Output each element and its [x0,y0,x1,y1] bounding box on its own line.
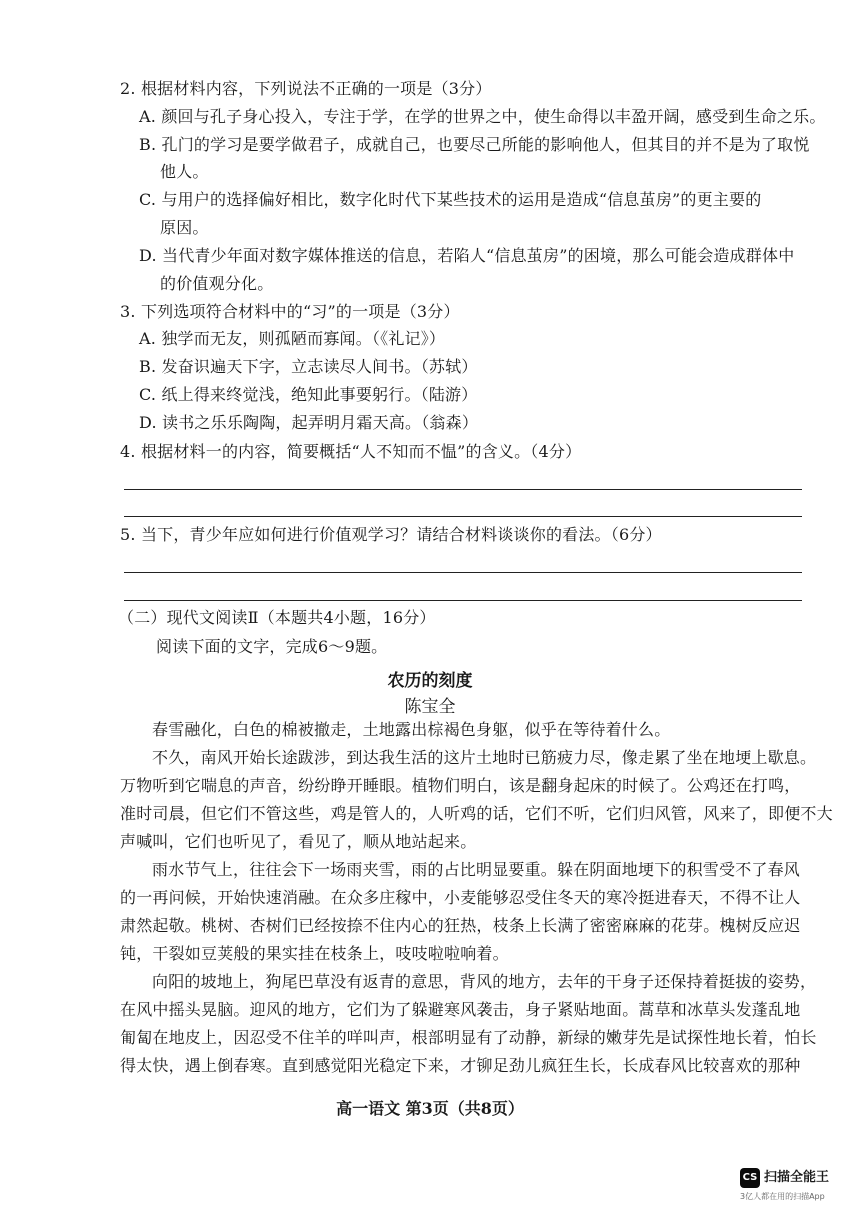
question-2-option-d-line1: D. 当代青少年面对数字媒体推送的信息，若陷人“信息茧房”的困境，那么可能会造成群体中 [139,246,795,265]
article-line: 在风中摇头晃脑。迎风的地方，它们为了躲避寒风袭击，身子紧贴地面。蒿草和冰草头发蓬乱地 [120,1000,801,1019]
answer-line [124,572,802,573]
question-3-stem: 3. 下列选项符合材料中的“习”的一项是（3分） [120,302,460,321]
article-line: 雨水节气上，往往会下一场雨夹雪，雨的占比明显要重。躲在阴面地埂下的积雪受不了春风 [152,860,801,879]
article-author: 陈宝全 [404,697,456,717]
answer-line [124,489,802,490]
article-line: 得太快，遇上倒春寒。直到感觉阳光稳定下来，才铆足劲儿疯狂生长，长成春风比较喜欢的那种 [120,1056,801,1075]
question-2-option-b-line2: 他人。 [160,162,209,181]
question-2-option-d-line2: 的价值观分化。 [160,274,274,293]
article-line: 向阳的坡地上，狗尾巴草没有返青的意思，背风的地方，去年的干身子还保持着挺拔的姿势， [152,972,817,991]
question-5-stem: 5. 当下，青少年应如何进行价值观学习？请结合材料谈谈你的看法。（6分） [120,525,662,544]
article-title: 农历的刻度 [387,671,473,691]
answer-line [124,600,802,601]
question-2-stem: 2. 根据材料内容，下列说法不正确的一项是（3分） [120,79,492,98]
article-line: 准时司晨，但它们不管这些，鸡是管人的，人听鸡的话，它们不听，它们归风管，风来了，即便不大 [120,804,833,823]
section-instruction: 阅读下面的文字，完成6～9题。 [156,637,388,656]
page-footer: 高一语文 第3页（共8页） [336,1099,524,1118]
section-heading: （二）现代文阅读Ⅱ（本题共4小题，16分） [118,608,436,627]
question-2-option-c-line2: 原因。 [160,218,209,237]
camscanner-logo-icon: CS [740,1168,760,1188]
article-line: 钝，干裂如豆荚般的果实挂在枝条上，吱吱啦啦响着。 [120,944,509,963]
article-line: 万物听到它喘息的声音，纷纷睁开睡眼。植物们明白，该是翻身起床的时候了。公鸡还在打鸣， [120,776,801,795]
watermark-name: 扫描全能王 [764,1170,830,1185]
article-line: 匍匐在地皮上，因忍受不住羊的咩叫声，根部明显有了动静，新绿的嫩芽先是试探性地长着，怕长 [120,1028,817,1047]
question-3-option-b: B. 发奋识遍天下字，立志读尽人间书。（苏轼） [139,357,478,376]
question-2-option-b-line1: B. 孔门的学习是要学做君子，成就自己，也要尽己所能的影响他人，但其目的并不是为了取悦 [139,135,810,154]
question-2-option-a: A. 颜回与孔子身心投入，专注于学，在学的世界之中，使生命得以丰盈开阔，感受到生命之乐。 [139,107,826,126]
question-3-option-d: D. 读书之乐乐陶陶，起弄明月霜天高。（翁森） [139,413,479,432]
question-4-stem: 4. 根据材料一的内容，简要概括“人不知而不愠”的含义。（4分） [120,442,582,461]
article-line: 肃然起敬。桃树、杏树们已经按捺不住内心的狂热，枝条上长满了密密麻麻的花芽。槐树反应迟 [120,916,801,935]
answer-line [124,516,802,517]
question-3-option-c: C. 纸上得来终觉浅，绝知此事要躬行。（陆游） [139,385,478,404]
article-line: 声喊叫，它们也听见了，看见了，顺从地站起来。 [120,832,477,851]
question-3-option-a: A. 独学而无友，则孤陋而寡闻。（《礼记》） [139,329,446,348]
watermark-subtitle: 3亿人都在用的扫描App [740,1192,825,1201]
article-line: 春雪融化，白色的棉被撤走，土地露出棕褐色身躯，似乎在等待着什么。 [152,720,671,739]
question-2-option-c-line1: C. 与用户的选择偏好相比，数字化时代下某些技术的运用是造成“信息茧房”的更主要的 [139,190,762,209]
article-line: 不久，南风开始长途跋涉，到达我生活的这片土地时已筋疲力尽，像走累了坐在地埂上歇息。 [152,748,817,767]
article-line: 的一再问候，开始快速消融。在众多庄稼中，小麦能够忍受住冬天的寒冷挺进春天，不得不让人 [120,888,801,907]
